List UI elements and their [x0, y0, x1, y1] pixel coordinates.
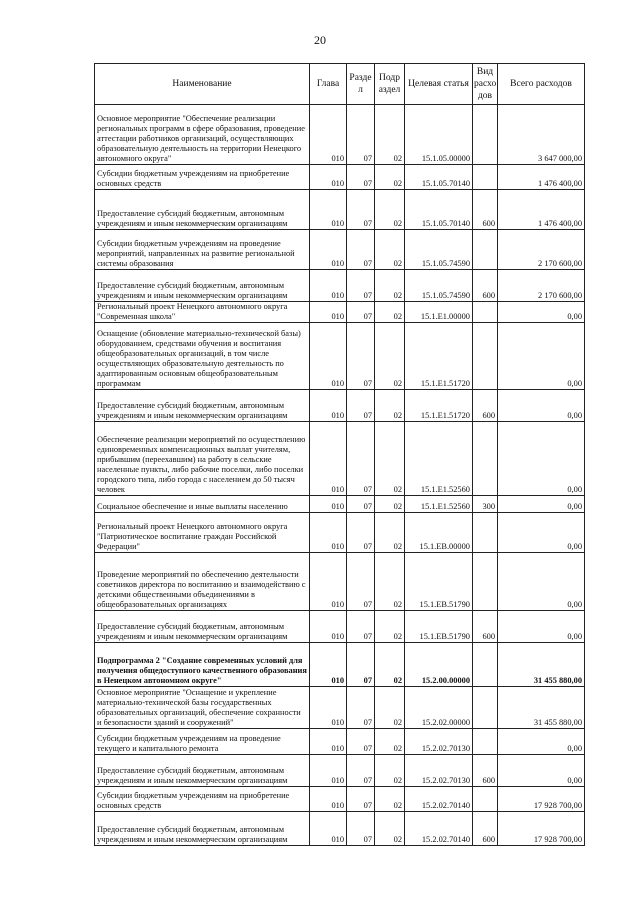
cell-name: Предоставление субсидий бюджетным, автономным учреждениям и иным некоммерческим организациям — [95, 611, 310, 643]
cell-vid — [473, 643, 498, 687]
cell-glava: 010 — [310, 553, 347, 611]
cell-statya: 15.2.02.70140 — [405, 812, 473, 846]
cell-podrazdel: 02 — [375, 105, 405, 165]
table-row — [95, 270, 585, 302]
cell-total: 17 928 700,00 — [498, 787, 585, 812]
cell-total: 0,00 — [498, 553, 585, 611]
table-row — [95, 729, 585, 755]
cell-name: Оснащение (обновление материально-технической базы) оборудованием, средствами обучения и воспитания общеобразовательных организаций, в том числе осуществляющих образовательную деятельность по адаптированным основным общеобразовательным программам — [95, 323, 310, 390]
cell-total: 2 170 600,00 — [498, 270, 585, 302]
cell-vid: 600 — [473, 755, 498, 787]
cell-total: 1 476 400,00 — [498, 190, 585, 230]
cell-statya: 15.1.E1.00000 — [405, 302, 473, 323]
cell-name: Проведение мероприятий по обеспечению деятельности советников директора по воспитанию и взаимодействию с детскими общественными объединениями в общеобразовательных организациях — [95, 553, 310, 611]
cell-statya: 15.2.02.00000 — [405, 687, 473, 729]
cell-vid — [473, 787, 498, 812]
cell-vid — [473, 422, 498, 496]
cell-glava: 010 — [310, 270, 347, 302]
header-podrazdel: Подр аздел — [375, 64, 405, 105]
cell-podrazdel: 02 — [375, 390, 405, 422]
table-row — [95, 553, 585, 611]
cell-total: 2 170 600,00 — [498, 230, 585, 270]
cell-podrazdel: 02 — [375, 553, 405, 611]
table-row — [95, 230, 585, 270]
table-header-row — [95, 64, 585, 105]
cell-vid: 600 — [473, 270, 498, 302]
cell-name: Субсидии бюджетным учреждениям на проведение мероприятий, направленных на развитие региональной системы образования — [95, 230, 310, 270]
cell-name: Социальное обеспечение и иные выплаты населению — [95, 496, 310, 513]
cell-razdel: 07 — [347, 496, 375, 513]
cell-razdel: 07 — [347, 687, 375, 729]
cell-name: Обеспечение реализации мероприятий по осуществлению единовременных компенсационных выплат учителям, прибывшим (переехавшим) на работу в сельские населенные пункты, либо рабочие поселки, либо поселки городского типа, либо города с населением до 50 тысяч человек — [95, 422, 310, 496]
cell-statya: 15.1.05.74590 — [405, 270, 473, 302]
cell-podrazdel: 02 — [375, 190, 405, 230]
cell-razdel: 07 — [347, 787, 375, 812]
table-row — [95, 302, 585, 323]
cell-statya: 15.1.05.00000 — [405, 105, 473, 165]
cell-razdel: 07 — [347, 643, 375, 687]
cell-glava: 010 — [310, 422, 347, 496]
cell-total: 3 647 000,00 — [498, 105, 585, 165]
cell-vid — [473, 513, 498, 553]
cell-total: 0,00 — [498, 755, 585, 787]
table-row — [95, 643, 585, 687]
cell-glava: 010 — [310, 230, 347, 270]
cell-name: Предоставление субсидий бюджетным, автономным учреждениям и иным некоммерческим организациям — [95, 390, 310, 422]
cell-podrazdel: 02 — [375, 687, 405, 729]
table-row — [95, 165, 585, 190]
cell-podrazdel: 02 — [375, 496, 405, 513]
table-row — [95, 687, 585, 729]
cell-total: 1 476 400,00 — [498, 165, 585, 190]
table-row — [95, 422, 585, 496]
cell-glava: 010 — [310, 302, 347, 323]
cell-podrazdel: 02 — [375, 513, 405, 553]
cell-glava: 010 — [310, 190, 347, 230]
cell-statya: 15.1.E1.52560 — [405, 496, 473, 513]
cell-total: 0,00 — [498, 611, 585, 643]
cell-total: 0,00 — [498, 323, 585, 390]
header-statya: Целевая статья — [405, 64, 473, 105]
table-row — [95, 496, 585, 513]
cell-statya: 15.1.EB.00000 — [405, 513, 473, 553]
cell-razdel: 07 — [347, 422, 375, 496]
cell-razdel: 07 — [347, 230, 375, 270]
cell-statya: 15.1.05.74590 — [405, 230, 473, 270]
cell-total: 0,00 — [498, 496, 585, 513]
table-row — [95, 812, 585, 846]
cell-vid — [473, 230, 498, 270]
cell-vid — [473, 302, 498, 323]
cell-statya: 15.2.02.70140 — [405, 787, 473, 812]
cell-statya: 15.1.E1.51720 — [405, 323, 473, 390]
cell-podrazdel: 02 — [375, 812, 405, 846]
table-row — [95, 787, 585, 812]
cell-podrazdel: 02 — [375, 302, 405, 323]
cell-razdel: 07 — [347, 755, 375, 787]
header-name: Наименование — [95, 64, 310, 105]
cell-name: Основное мероприятие "Оснащение и укрепление материально-технической базы государственных образовательных организаций, обеспечение сохранности и безопасности зданий и сооружений" — [95, 687, 310, 729]
cell-podrazdel: 02 — [375, 270, 405, 302]
cell-glava: 010 — [310, 323, 347, 390]
cell-statya: 15.2.02.70130 — [405, 729, 473, 755]
cell-name: Субсидии бюджетным учреждениям на проведение текущего и капитального ремонта — [95, 729, 310, 755]
cell-statya: 15.1.EB.51790 — [405, 611, 473, 643]
cell-vid — [473, 729, 498, 755]
table-row — [95, 323, 585, 390]
cell-total: 31 455 880,00 — [498, 687, 585, 729]
header-glava: Глава — [310, 64, 347, 105]
cell-glava: 010 — [310, 513, 347, 553]
cell-statya: 15.1.05.70140 — [405, 165, 473, 190]
header-total: Всего расходов — [498, 64, 585, 105]
cell-vid: 600 — [473, 611, 498, 643]
cell-vid: 600 — [473, 390, 498, 422]
cell-vid: 300 — [473, 496, 498, 513]
cell-podrazdel: 02 — [375, 611, 405, 643]
cell-glava: 010 — [310, 105, 347, 165]
cell-vid — [473, 687, 498, 729]
cell-vid — [473, 105, 498, 165]
cell-name: Предоставление субсидий бюджетным, автономным учреждениям и иным некоммерческим организациям — [95, 755, 310, 787]
cell-name: Предоставление субсидий бюджетным, автономным учреждениям и иным некоммерческим организациям — [95, 812, 310, 846]
budget-table — [94, 63, 585, 846]
cell-razdel: 07 — [347, 812, 375, 846]
cell-podrazdel: 02 — [375, 755, 405, 787]
cell-podrazdel: 02 — [375, 230, 405, 270]
cell-total: 31 455 880,00 — [498, 643, 585, 687]
cell-vid — [473, 323, 498, 390]
cell-podrazdel: 02 — [375, 787, 405, 812]
cell-name: Подпрограмма 2 "Создание современных условий для получения общедоступного качественного образования в Ненецком автономном округе" — [95, 643, 310, 687]
cell-glava: 010 — [310, 390, 347, 422]
cell-statya: 15.1.E1.52560 — [405, 422, 473, 496]
cell-name: Субсидии бюджетным учреждениям на приобретение основных средств — [95, 787, 310, 812]
cell-glava: 010 — [310, 687, 347, 729]
cell-vid: 600 — [473, 812, 498, 846]
cell-razdel: 07 — [347, 165, 375, 190]
cell-glava: 010 — [310, 787, 347, 812]
header-razdel: Разде л — [347, 64, 375, 105]
cell-razdel: 07 — [347, 611, 375, 643]
cell-statya: 15.2.02.70130 — [405, 755, 473, 787]
cell-glava: 010 — [310, 729, 347, 755]
cell-razdel: 07 — [347, 270, 375, 302]
cell-glava: 010 — [310, 611, 347, 643]
table-row — [95, 513, 585, 553]
cell-name: Основное мероприятие "Обеспечение реализации региональных программ в сфере образования, проведение аттестации работников организаций, осуществляющих образовательную деятельность на территории Ненецкого автономного округа" — [95, 105, 310, 165]
cell-razdel: 07 — [347, 190, 375, 230]
header-vid: Вид расхо дов — [473, 64, 498, 105]
cell-vid: 600 — [473, 190, 498, 230]
table-row — [95, 611, 585, 643]
cell-name: Региональный проект Ненецкого автономного округа "Патриотическое воспитание граждан Российской Федерации" — [95, 513, 310, 553]
table-row — [95, 105, 585, 165]
cell-podrazdel: 02 — [375, 323, 405, 390]
cell-razdel: 07 — [347, 105, 375, 165]
cell-statya: 15.1.EB.51790 — [405, 553, 473, 611]
cell-name: Субсидии бюджетным учреждениям на приобретение основных средств — [95, 165, 310, 190]
cell-total: 17 928 700,00 — [498, 812, 585, 846]
table-row — [95, 190, 585, 230]
cell-podrazdel: 02 — [375, 422, 405, 496]
cell-razdel: 07 — [347, 390, 375, 422]
cell-razdel: 07 — [347, 553, 375, 611]
cell-razdel: 07 — [347, 323, 375, 390]
cell-razdel: 07 — [347, 729, 375, 755]
table-row — [95, 390, 585, 422]
cell-glava: 010 — [310, 496, 347, 513]
cell-razdel: 07 — [347, 513, 375, 553]
cell-statya: 15.2.00.00000 — [405, 643, 473, 687]
cell-podrazdel: 02 — [375, 643, 405, 687]
cell-statya: 15.1.05.70140 — [405, 190, 473, 230]
cell-total: 0,00 — [498, 302, 585, 323]
cell-vid — [473, 553, 498, 611]
cell-glava: 010 — [310, 812, 347, 846]
table-row — [95, 755, 585, 787]
cell-razdel: 07 — [347, 302, 375, 323]
cell-vid — [473, 165, 498, 190]
cell-total: 0,00 — [498, 513, 585, 553]
cell-glava: 010 — [310, 643, 347, 687]
cell-podrazdel: 02 — [375, 165, 405, 190]
cell-total: 0,00 — [498, 422, 585, 496]
cell-total: 0,00 — [498, 729, 585, 755]
cell-name: Региональный проект Ненецкого автономного округа "Современная школа" — [95, 302, 310, 323]
page-number: 20 — [314, 33, 326, 47]
cell-name: Предоставление субсидий бюджетным, автономным учреждениям и иным некоммерческим организациям — [95, 270, 310, 302]
cell-podrazdel: 02 — [375, 729, 405, 755]
cell-name: Предоставление субсидий бюджетным, автономным учреждениям и иным некоммерческим организациям — [95, 190, 310, 230]
cell-statya: 15.1.E1.51720 — [405, 390, 473, 422]
cell-glava: 010 — [310, 165, 347, 190]
cell-glava: 010 — [310, 755, 347, 787]
cell-total: 0,00 — [498, 390, 585, 422]
